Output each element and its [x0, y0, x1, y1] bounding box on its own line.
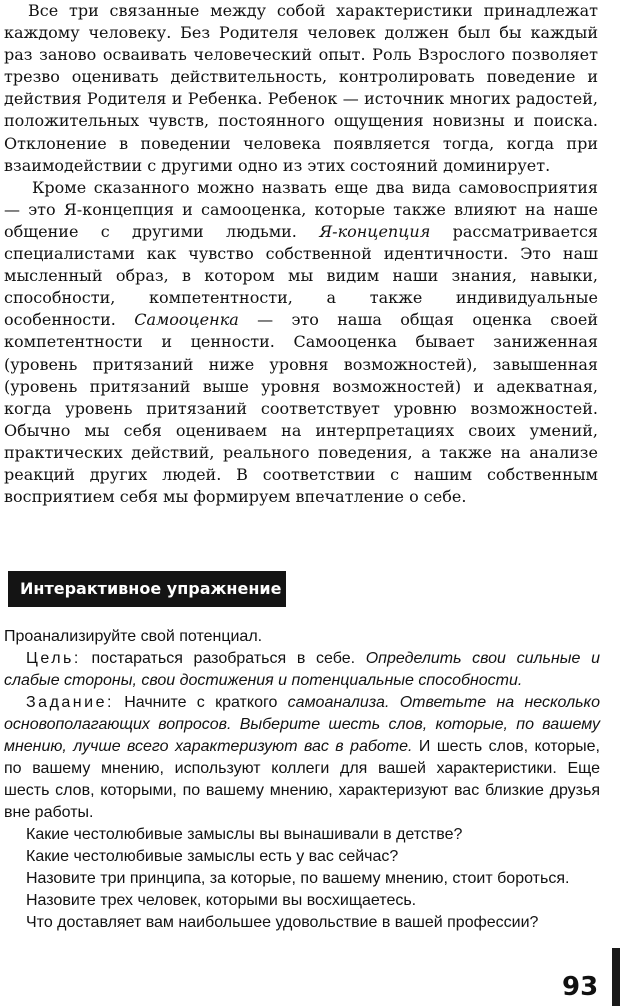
task-plain: Начните с краткого [113, 694, 288, 711]
main-text [4, 0, 598, 508]
question-5: Что доставляет вам наибольшее удовольствие в вашей профессии? [26, 914, 539, 931]
term-self-concept: Я-концепция [319, 221, 431, 241]
question-1: Какие честолюбивые замыслы вы вынашивали в детстве? [26, 826, 463, 843]
question-2: Какие честолюбивые замыслы есть у вас сейчас? [26, 848, 399, 865]
task-rest: И шесть слов, которые, по вашему мнению, используют коллеги для вашей характеристики. Еще шесть слов, которыми, по вашему мнению, характеризуют вас близкие друзья вне работы. [4, 738, 600, 821]
page-number: 93 [562, 972, 599, 1002]
paragraph-2-part-3: — это наша общая оценка своей компетентности и ценности. Самооценка бывает заниженная (уровень притязаний ниже уровня возможностей), завышенная (уровень притязаний выше уровня возможностей) и адекватная, когда уровень притязаний соответствует уровню возможностей. Обычно мы себя оцениваем на интерпретациях своих умений, практических действий, реального поведения, а также на анализе реакций других людей. В соответствии с нашим собственным восприятием себя мы формируем впечатление о себе. [4, 310, 599, 507]
question-4: Назовите трех человек, которыми вы восхищаетесь. [26, 892, 417, 909]
exercise-intro: Проанализируйте свой потенциал. [4, 628, 263, 645]
paragraph-2-part-1: Кроме сказанного можно назвать еще два вида самовосприятия — это Я-концепция и самооценка, которые также влияют на наше общение с другими людьми. [4, 177, 598, 241]
exercise-text [4, 626, 600, 934]
question-3: Назовите три принципа, за которые, по вашему мнению, стоит бороться. [26, 870, 570, 887]
exercise-goal [4, 648, 600, 692]
goal-plain: постараться разобраться в себе. [80, 650, 366, 667]
paragraph-1: Все три связанные между собой характеристики принадлежат каждому человеку. Без Родителя человек должен был бы каждый раз заново осваивать человеческий опыт. Роль Взрослого позволяет трезво оценивать действительность, контролировать поведение и действия Родителя и Ребенка. Ребенок — источник многих радостей, положительных чувств, постоянного ощущения новизны и поиска. Отклонение в поведении человека появляется тогда, когда при взаимодействии с другими одно из этих состояний доминирует. [4, 1, 598, 175]
paragraph-2-part-2: рассматривается специалистами как чувство собственной идентичности. Это наш мысленный образ, в котором мы видим наши знания, навыки, способности, компетентности, а также индивидуальные особенности. [4, 221, 598, 330]
term-self-esteem: Самооценка [134, 310, 239, 330]
exercise-task [4, 692, 600, 824]
task-label: Задание: [26, 694, 114, 711]
page-edge-marker [612, 948, 620, 1006]
exercise-heading: Интерактивное упражнение [8, 571, 286, 607]
paragraph-2 [4, 177, 598, 508]
goal-label: Цель: [26, 650, 81, 667]
goal-italic: Определить свои сильные и слабые стороны, свои достижения и потенциальные способности. [4, 650, 600, 689]
task-italic: самоанализа. Ответьте на несколько основополагающих вопросов. Выберите шесть слов, которые, по вашему мнению, лучше всего характеризуют вас в работе. [4, 694, 600, 755]
